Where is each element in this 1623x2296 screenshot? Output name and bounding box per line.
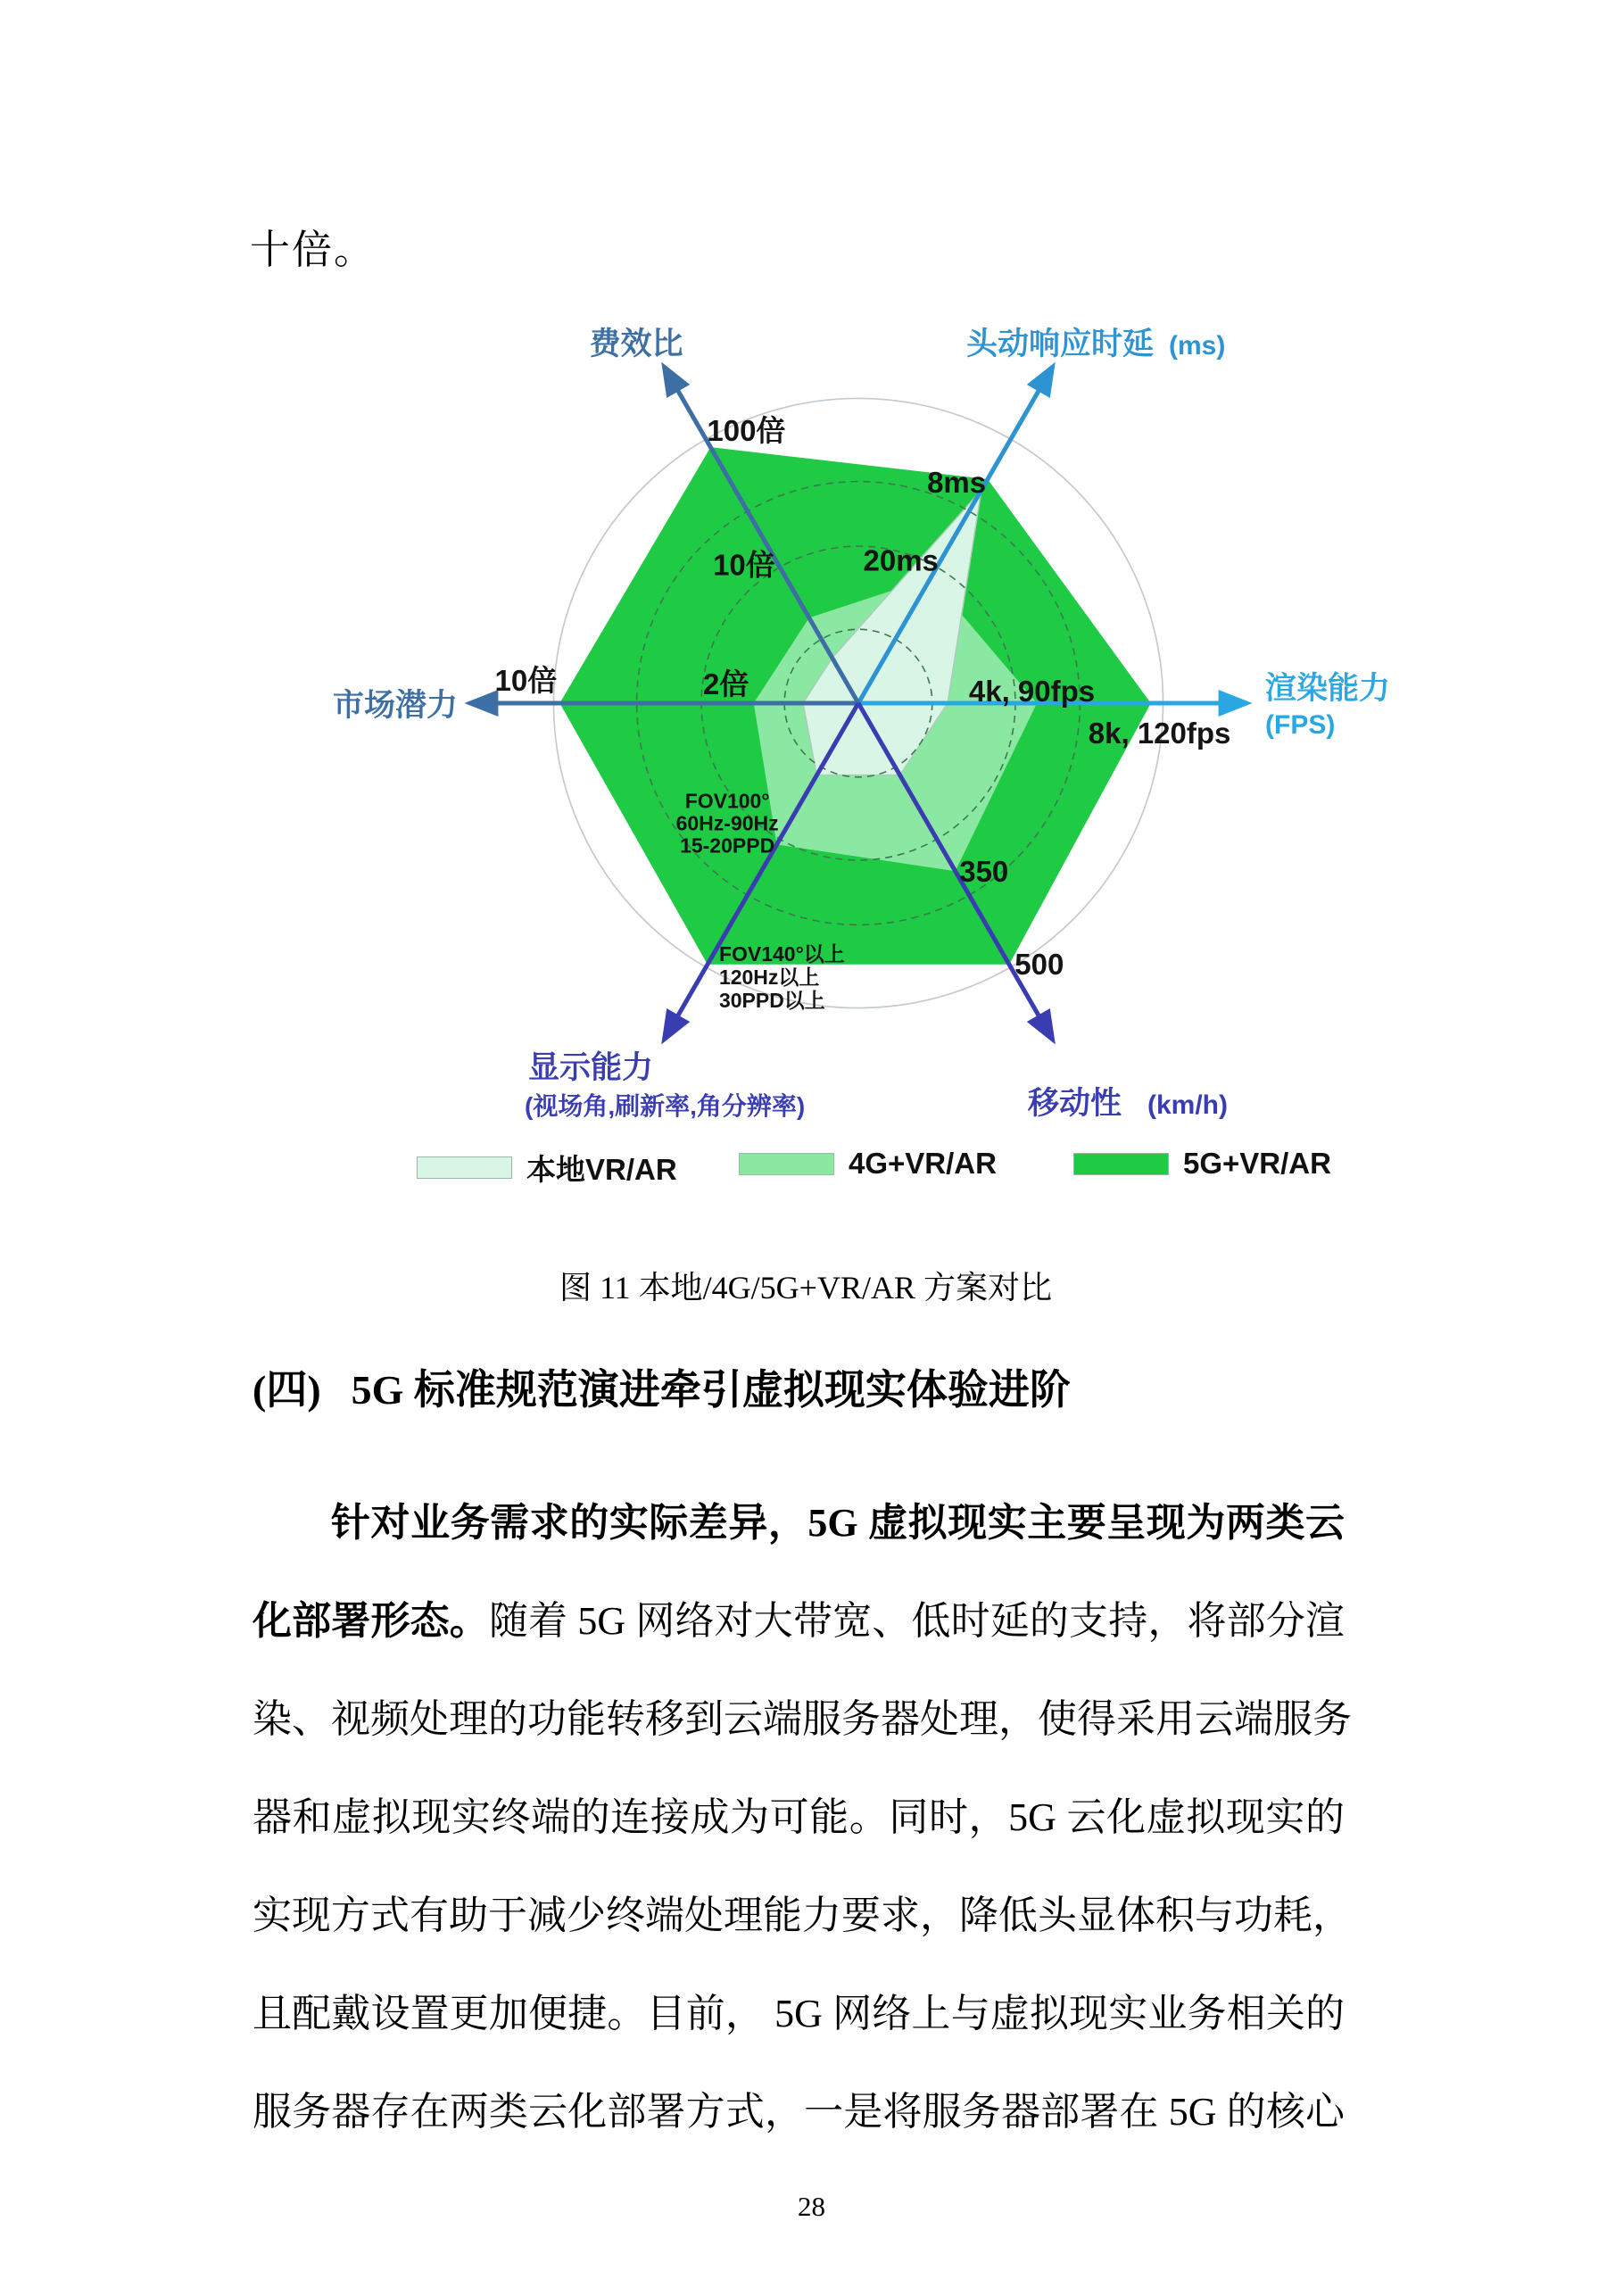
paragraph-line xyxy=(253,1474,1345,1572)
tick-label-line: 60Hz-90Hz xyxy=(675,811,779,835)
tick-label: 10倍 xyxy=(713,548,775,582)
paragraph-line xyxy=(253,1965,1345,2063)
tick-label: 350 xyxy=(959,855,1009,889)
legend-swatch-5g-vr xyxy=(1073,1153,1169,1175)
paragraph-line xyxy=(253,1670,1352,1769)
paragraph-line xyxy=(253,2063,1345,2161)
axis-label-渲染能力: 渲染能力 xyxy=(1265,671,1391,706)
paragraph-text: 器和虚拟现实终端的连接成为可能。同时，5G 云化虚拟现实的 xyxy=(253,1795,1345,1839)
legend-item-4g-vr xyxy=(739,1147,997,1181)
axis-unit-渲染能力: (FPS) xyxy=(1265,710,1336,740)
tick-label: 8k, 120fps xyxy=(1088,717,1231,750)
legend-swatch-local-vr xyxy=(417,1156,512,1179)
axis-unit-头动响应时延: (ms) xyxy=(1169,331,1226,361)
axis-arrowhead-显示能力 xyxy=(661,1008,690,1044)
tick-label-line: 120Hz以上 xyxy=(718,965,820,989)
paragraph-text: 且配戴设置更加便捷。目前， 5G 网络上与虚拟现实业务相关的 xyxy=(253,1992,1345,2035)
tick-label-line: FOV100° xyxy=(684,789,770,813)
axis-arrowhead-渲染能力 xyxy=(1219,690,1253,717)
paragraph-text: 染、视频处理的功能转移到云端服务器处理，使得采用云端服务 xyxy=(253,1697,1352,1741)
figure-caption: 图 11 本地/4G/5G+VR/AR 方案对比 xyxy=(559,1270,1052,1305)
axis-label-费效比: 费效比 xyxy=(589,327,683,361)
tick-label: 20ms xyxy=(863,543,939,577)
legend-label-local-vr: 本地VR/AR xyxy=(526,1153,677,1186)
paragraph-text: 针对业务需求的实际差异，5G 虚拟现实主要呈现为两类云 xyxy=(331,1501,1345,1545)
axis-arrowhead-头动响应时延 xyxy=(1027,362,1056,398)
tick-label-line: FOV140°以上 xyxy=(718,941,845,966)
paragraph-text: 服务器存在两类云化部署方式，一是将服务器部署在 5G 的核心 xyxy=(253,2090,1345,2134)
paragraph-line xyxy=(253,1867,1352,1965)
tick-label xyxy=(719,942,845,1012)
section-number: (四) xyxy=(253,1367,321,1413)
tick-label-line: 15-20PPD xyxy=(680,833,775,858)
axis-unit-显示能力: (视场角,刷新率,角分辨率) xyxy=(525,1092,806,1120)
axis-label-市场潜力: 市场潜力 xyxy=(332,688,459,723)
page-number: 28 xyxy=(798,2191,825,2222)
legend-item-5g-vr xyxy=(1073,1147,1331,1181)
tick-label: 10倍 xyxy=(494,664,558,697)
legend-item-local-vr xyxy=(417,1147,677,1189)
section-title: 5G 标准规范演进牵引虚拟现实体验进阶 xyxy=(351,1367,1071,1413)
legend-swatch-4g-vr xyxy=(739,1153,834,1175)
legend-label-5g-vr: 5G+VR/AR xyxy=(1183,1147,1331,1180)
paragraph-overflow-text: 十倍。 xyxy=(250,228,377,272)
paragraph-line xyxy=(253,1572,1345,1670)
paragraph-text: 化部署形态。 xyxy=(253,1599,489,1643)
paragraph-line xyxy=(253,1769,1345,1867)
axis-label-显示能力: 显示能力 xyxy=(528,1050,654,1085)
tick-label: 4k, 90fps xyxy=(968,675,1096,708)
paragraph-text: 实现方式有助于减少终端处理能力要求，降低头显体积与功耗， xyxy=(253,1894,1352,1937)
axis-label-移动性: 移动性 xyxy=(1028,1086,1122,1121)
axis-arrowhead-费效比 xyxy=(661,362,690,398)
tick-label: 8ms xyxy=(927,465,987,499)
paragraph-text: 随着 5G 网络对大带宽、低时延的支持，将部分渲 xyxy=(488,1599,1345,1643)
tick-label: 100倍 xyxy=(707,414,786,448)
tick-label: 2倍 xyxy=(702,667,749,700)
tick-label: 500 xyxy=(1014,947,1064,981)
section-heading xyxy=(253,1357,1071,1416)
axis-arrowhead-移动性 xyxy=(1027,1008,1056,1044)
axis-unit-移动性: (km/h) xyxy=(1147,1090,1228,1120)
axis-label-头动响应时延: 头动响应时延 xyxy=(966,327,1155,361)
tick-label xyxy=(676,789,779,857)
axis-arrowhead-市场潜力 xyxy=(464,690,498,717)
body-paragraph xyxy=(253,1474,1352,2161)
legend-label-4g-vr: 4G+VR/AR xyxy=(849,1147,997,1180)
tick-label-line: 30PPD以上 xyxy=(718,988,825,1012)
